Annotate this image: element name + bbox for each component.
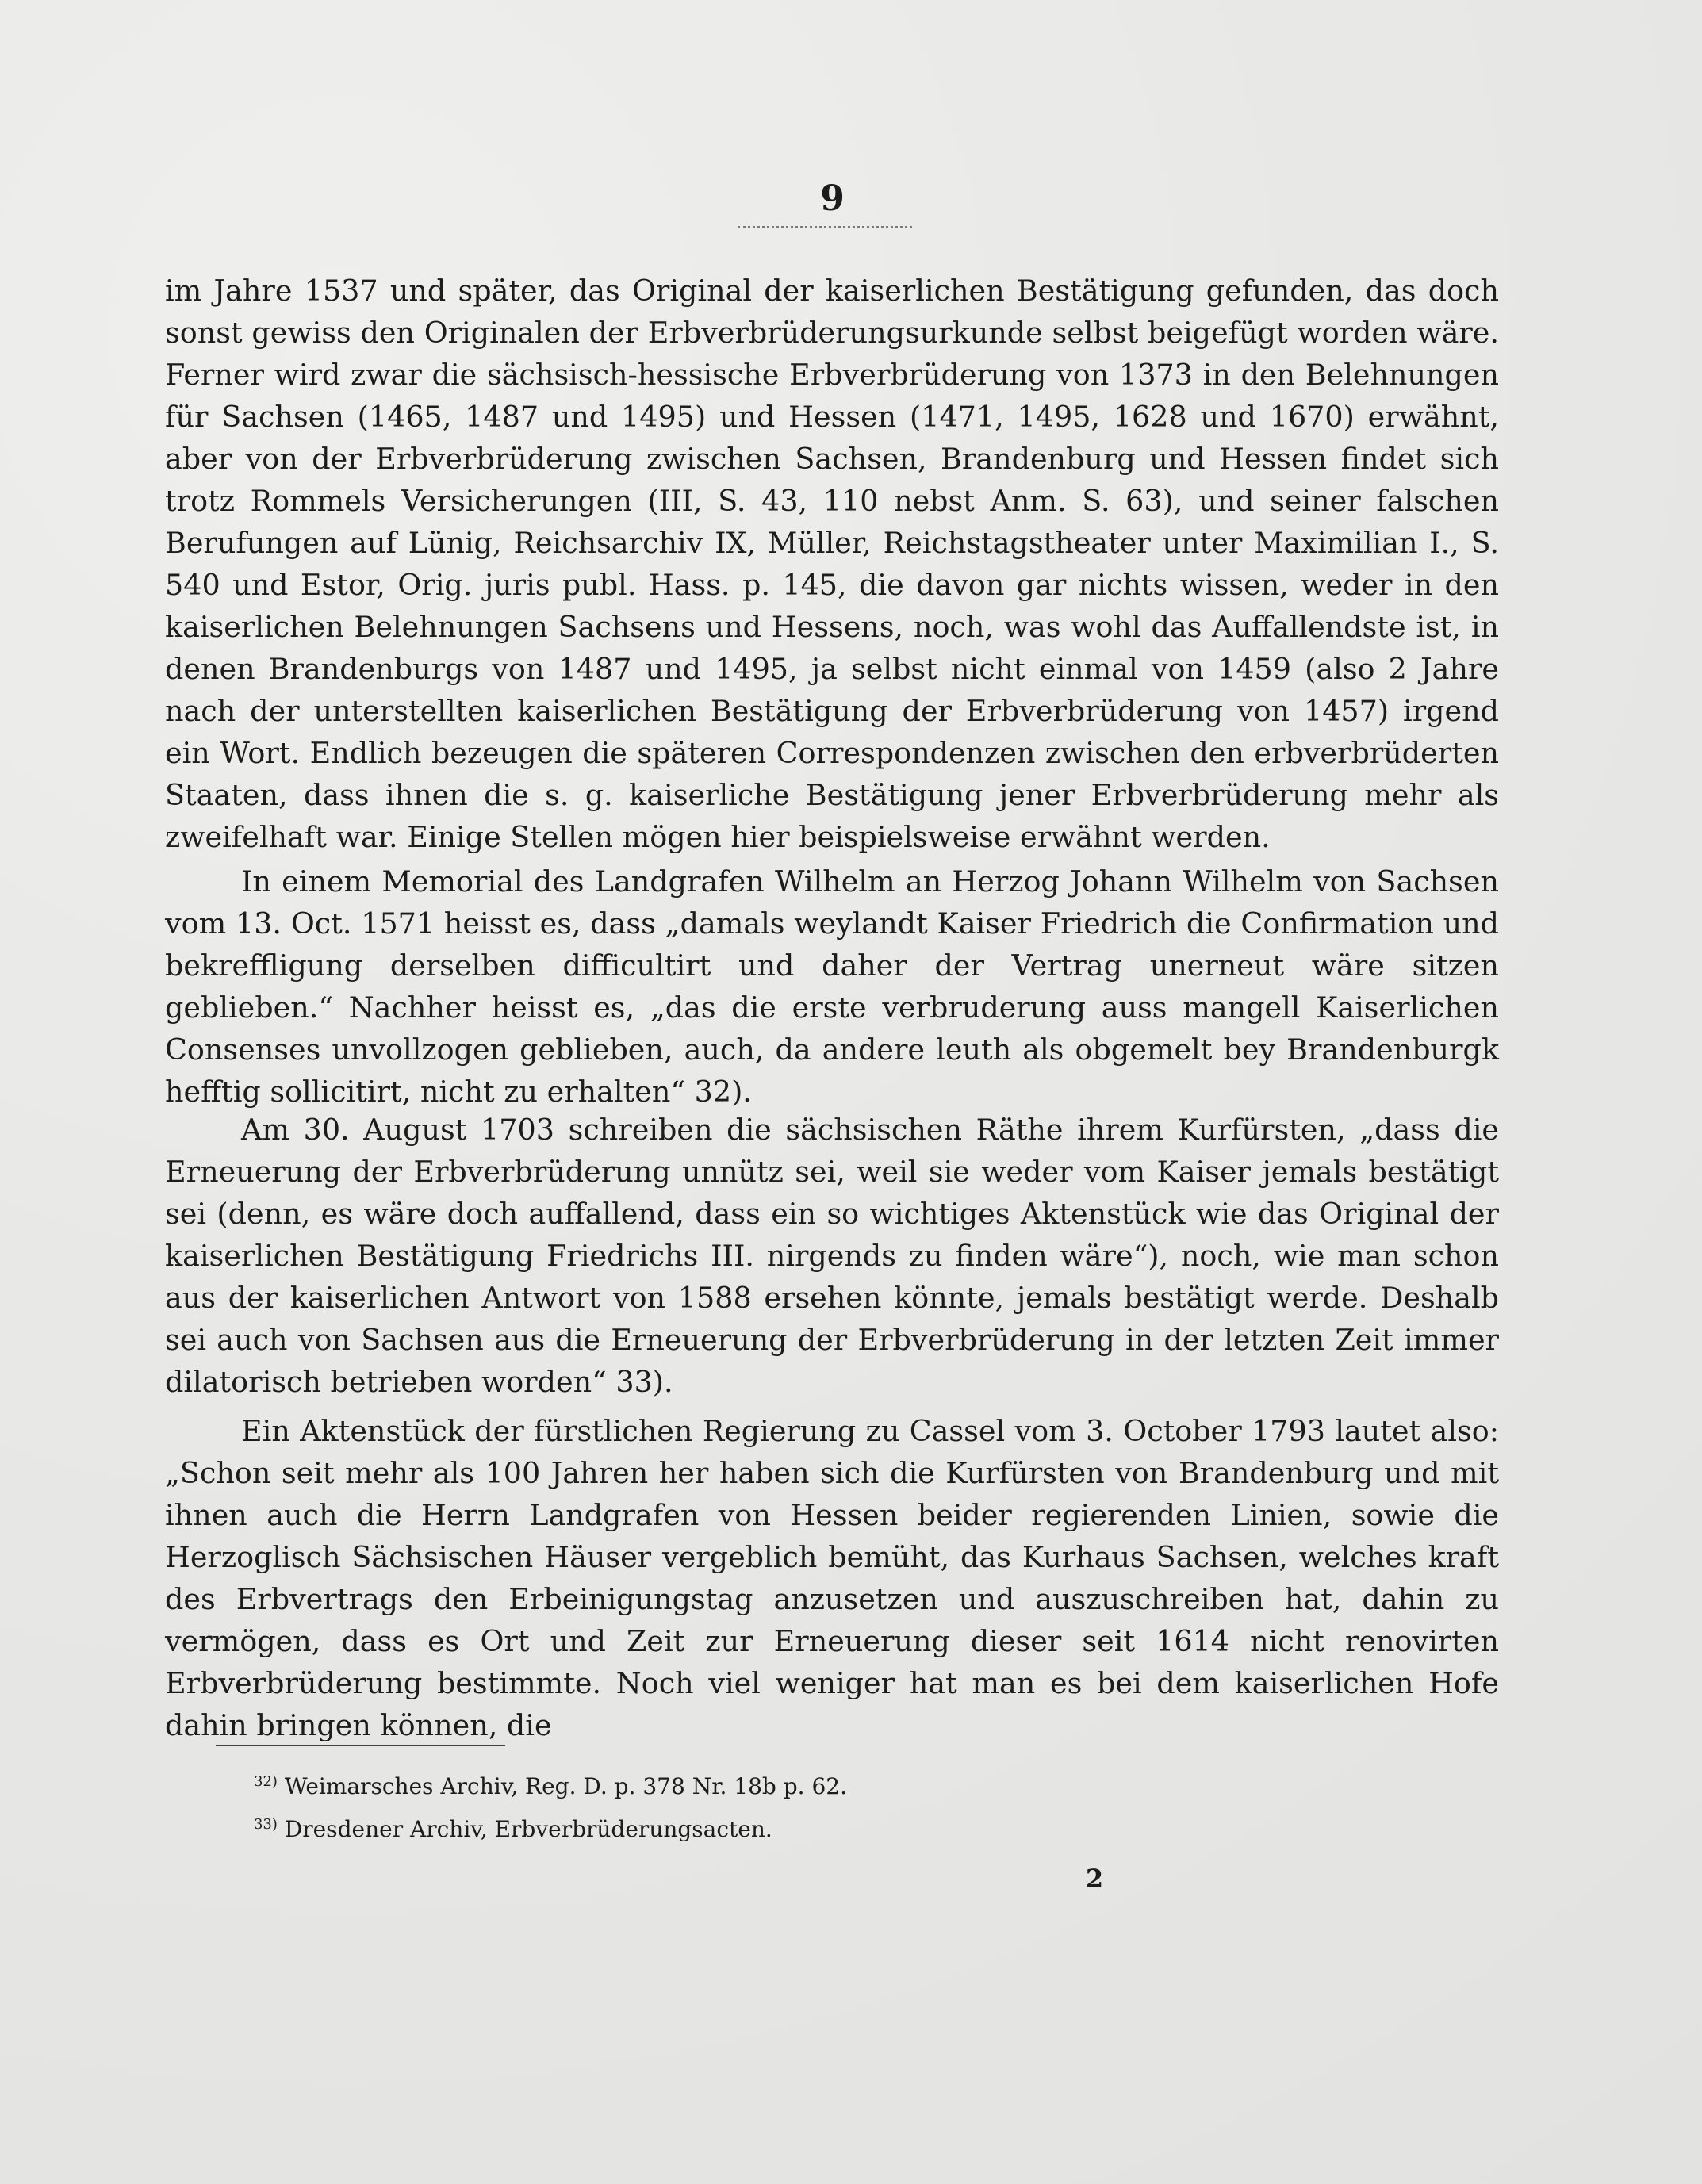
footnote-text: Dresdener Archiv, Erbverbrüderungsacten. bbox=[284, 1816, 772, 1842]
footnote-32 bbox=[254, 1763, 1206, 1806]
signature-mark: 2 bbox=[1085, 1864, 1104, 1894]
paragraph-1-block bbox=[165, 270, 1499, 858]
paragraph-4-block bbox=[165, 1410, 1499, 1746]
paragraph-4: Ein Aktenstück der fürstlichen Regierung zu Cassel vom 3. October 1793 lautet also: „Schon seit mehr als 100 Jahren her haben sich die Kurfürsten von Brandenburg und mit ihnen auch die Herrn Landgrafen von Hessen beider regierenden Linien, sowie die Herzoglisch Sächsischen Häuser vergeblich bemüht, das Kurhaus Sachsen, welches kraft des Erbvertrags den Erbeinigungstag anzusetzen und auszuschreiben hat, dahin zu vermögen, dass es Ort und Zeit zur Erneuerung dieser seit 1614 nicht renovirten Erbverbrüderung bestimmte. Noch viel weniger hat man es bei dem kaiserlichen Hofe dahin bringen können, die bbox=[165, 1414, 1499, 1742]
paragraph-3: Am 30. August 1703 schreiben die sächsischen Räthe ihrem Kurfürsten, „dass die Erneuerung der Erbverbrüderung unnütz sei, weil sie weder vom Kaiser jemals bestätigt sei (denn, es wäre doch auffallend, dass ein so wichtiges Aktenstück wie das Original der kaiserlichen Bestätigung Friedrichs III. nirgends zu finden wäre“), noch, wie man schon aus der kaiserlichen Antwort von 1588 ersehen könnte, jemals bestätigt werde. Deshalb sei auch von Sachsen aus die Erneuerung der Erbverbrüderung in der letzten Zeit immer dilatorisch betrieben worden“ 33). bbox=[165, 1113, 1499, 1399]
paragraph-2-block bbox=[165, 860, 1499, 1113]
footnote-33 bbox=[254, 1806, 1206, 1849]
paragraph-1: im Jahre 1537 und später, das Original der kaiserlichen Bestätigung gefunden, das doch sonst gewiss den Originalen der Erbverbrüderungsurkunde selbst beigefügt worden wäre. Ferner wird zwar die sächsisch-hessische Erbverbrüderung von 1373 in den Belehnungen für Sachsen (1465, 1487 und 1495) und Hessen (1471, 1495, 1628 und 1670) erwähnt, aber von der Erbverbrüderung zwischen Sachsen, Brandenburg und Hessen findet sich trotz Rommels Versicherungen (III, S. 43, 110 nebst Anm. S. 63), und seiner falschen Berufungen auf Lünig, Reichsarchiv IX, Müller, Reichstagstheater unter Maximilian I., S. 540 und Estor, Orig. juris publ. Hass. p. 145, die davon gar nichts wissen, weder in den kaiserlichen Belehnungen Sachsens und Hessens, noch, was wohl das Auffallendste ist, in denen Brandenburgs von 1487 und 1495, ja selbst nicht einmal von 1459 (also 2 Jahre nach der unterstellten kaiserlichen Bestätigung der Erbverbrüderung von 1457) irgend ein Wort. Endlich bezeugen die späteren Correspondenzen zwischen den erbverbrüderten Staaten, dass ihnen die s. g. kaiserliche Bestätigung jener Erbverbrüderung mehr als zweifelhaft war. Einige Stellen mögen hier beispielsweise erwähnt werden. bbox=[165, 274, 1499, 854]
footnote-divider bbox=[216, 1745, 505, 1746]
page-number: 9 bbox=[820, 178, 845, 219]
footnotes bbox=[254, 1763, 1206, 1849]
header-rule bbox=[738, 226, 912, 228]
footnote-marker: 32) bbox=[254, 1773, 278, 1790]
footnote-text: Weimarsches Archiv, Reg. D. p. 378 Nr. 18b p. 62. bbox=[284, 1773, 848, 1799]
paragraph-3-block bbox=[165, 1109, 1499, 1403]
footnote-marker: 33) bbox=[254, 1816, 278, 1833]
paragraph-2: In einem Memorial des Landgrafen Wilhelm an Herzog Johann Wilhelm von Sachsen vom 13. Oct. 1571 heisst es, dass „damals weylandt Kaiser Friedrich die Confirmation und bekreffligung derselben difficultirt und daher der Vertrag unerneut wäre sitzen geblieben.“ Nachher heisst es, „das die erste verbruderung auss mangell Kaiserlichen Consenses unvollzogen geblieben, auch, da andere leuth als obgemelt bey Brandenburgk hefftig sollicitirt, nicht zu erhalten“ 32). bbox=[165, 864, 1499, 1109]
